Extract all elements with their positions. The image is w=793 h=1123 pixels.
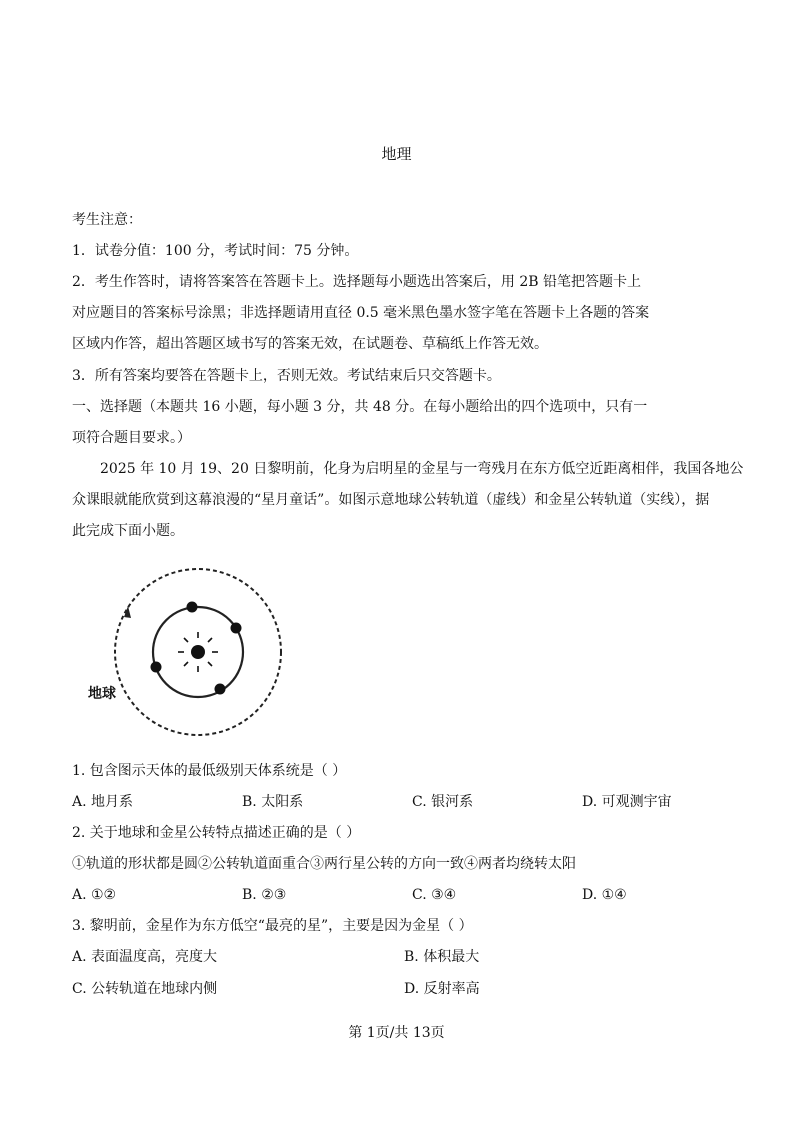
question-3-stem: 3. 黎明前，金星作为东方低空“最亮的星”，主要是因为金星（ ） [72, 918, 473, 934]
passage-line-2: 众课眼就能欣赏到这幕浪漫的“星月童话”。如图示意地球公转轨道（虚线）和金星公转轨道（实线），据 [72, 492, 710, 508]
orbit-diagram-svg [80, 560, 290, 745]
earth-label: 地球 [88, 686, 116, 702]
question-1-option-a[interactable]: A. 地月系 [72, 794, 134, 810]
orbit-diagram [80, 560, 290, 745]
section-heading-line-1: 一、选择题（本题共 16 小题，每小题 3 分，共 48 分。在每小题给出的四个选项中，只有一 [72, 399, 648, 415]
notice-item-2-line-1: 2．考生作答时，请将答案答在答题卡上。选择题每小题选出答案后，用 2B 铅笔把答题卡上 [72, 274, 642, 290]
page-title: 地理 [381, 145, 412, 163]
question-2-stem: 2. 关于地球和金星公转特点描述正确的是（ ） [72, 825, 361, 841]
question-2-option-c[interactable]: C. ③④ [412, 887, 457, 903]
question-1-option-c[interactable]: C. 银河系 [412, 794, 474, 810]
venus-dot-4 [215, 684, 226, 695]
question-2-option-d[interactable]: D. ①④ [582, 887, 627, 903]
page-footer: 第 1页/共 13页 [348, 1025, 445, 1041]
question-2-statements: ①轨道的形状都是圆②公转轨道面重合③两行星公转的方向一致④两者均绕转太阳 [72, 856, 576, 872]
notice-item-2-line-3: 区域内作答，超出答题区域书写的答案无效，在试题卷、草稿纸上作答无效。 [72, 336, 548, 352]
question-1-option-d[interactable]: D. 可观测宇宙 [582, 794, 672, 810]
venus-dot-1 [187, 602, 198, 613]
section-heading-line-2: 项符合题目要求。） [72, 430, 191, 446]
notice-item-2-line-2: 对应题目的答案标号涂黑；非选择题请用直径 0.5 毫米黑色墨水签字笔在答题卡上各题的答案 [72, 305, 650, 321]
notice-heading: 考生注意： [72, 212, 142, 228]
venus-dot-3 [151, 662, 162, 673]
sun-icon [178, 632, 218, 672]
question-2-option-a[interactable]: A. ①② [72, 887, 117, 903]
question-2-option-b[interactable]: B. ②③ [242, 887, 287, 903]
question-3-option-d[interactable]: D. 反射率高 [404, 981, 480, 997]
passage-line-1: 2025 年 10 月 19、20 日黎明前，化身为启明星的金星与一弯残月在东方低空近距离相伴，我国各地公 [100, 461, 744, 477]
question-1-option-b[interactable]: B. 太阳系 [242, 794, 304, 810]
passage-line-3: 此完成下面小题。 [72, 523, 184, 539]
question-3-option-c[interactable]: C. 公转轨道在地球内侧 [72, 981, 218, 997]
notice-item-3: 3．所有答案均要答在答题卡上，否则无效。考试结束后只交答题卡。 [72, 368, 501, 384]
question-3-option-a[interactable]: A. 表面温度高，亮度大 [72, 949, 218, 965]
venus-dot-2 [231, 623, 242, 634]
notice-item-1: 1．试卷分值：100 分，考试时间：75 分钟。 [72, 243, 359, 259]
question-1-stem: 1. 包含图示天体的最低级别天体系统是（ ） [72, 763, 347, 779]
question-3-option-b[interactable]: B. 体积最大 [404, 949, 480, 965]
